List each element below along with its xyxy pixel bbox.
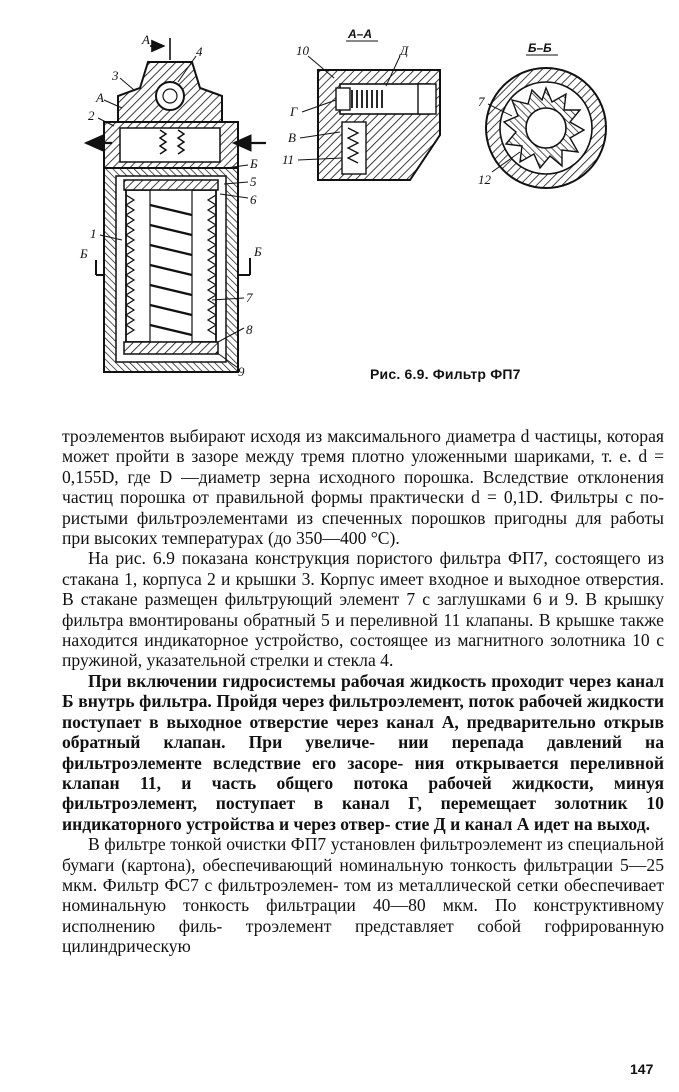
line: стие Д и канал А идет на выход.: [394, 813, 651, 834]
callout-10: 10: [296, 43, 309, 58]
line: элемент 7 с заглушками 6 и 9. В крышку фильтра вмонтированы: [62, 589, 664, 630]
paragraph-2: [62, 548, 664, 670]
body-text: [62, 426, 664, 957]
line: уложенными шариками, т. е. d = 0,155D, где D —диаметр зерна: [62, 446, 664, 487]
line: нии перепада давлений на фильтроэлементе вследствие его засоре-: [62, 732, 664, 773]
callout-3: 3: [112, 68, 119, 83]
callout-v: В: [288, 130, 296, 145]
paragraph-1: [62, 426, 664, 548]
line: ристыми фильтроэлементами из спеченных порошков пригодны: [62, 507, 576, 528]
callout-2: 2: [88, 108, 95, 123]
line: входное и выходное отверстия. В стакане размещен фильтрующий: [62, 568, 664, 610]
line: канал А, предварительно открыв обратный клапан. При увеличе-: [62, 711, 664, 753]
callout-b-left: Б: [80, 246, 88, 261]
paragraph-3: [62, 671, 664, 834]
callout-8: 8: [246, 322, 253, 337]
callout-a-side: А: [96, 90, 104, 105]
paragraph-4: [62, 834, 664, 956]
line: При включении гидросистемы рабочая жидкость проходит: [88, 670, 569, 691]
figure-caption: Рис. 6.9. Фильтр ФП7: [370, 366, 521, 382]
line: тонкость фильтрации 5—25 мкм. Фильтр ФС7 с фильтроэлемен-: [62, 854, 664, 895]
callout-d: Д: [400, 43, 409, 58]
line: ния открывается переливной клапан 11, и часть общего потока: [62, 752, 665, 793]
figure-6-9: [0, 0, 679, 420]
line: с пружиной, указательной стрелки и стекла 4.: [62, 630, 664, 671]
main-section-view: [86, 38, 266, 372]
callout-1: 1: [90, 226, 97, 241]
line: обратный 5 и переливной 11 клапаны. В крышке также находится: [62, 609, 664, 651]
callout-12: 12: [478, 172, 491, 187]
section-bb-title: Б–Б: [528, 41, 552, 55]
line: троэлемент представляет собой гофрированную цилиндрическую: [62, 915, 664, 957]
section-aa-view: [282, 27, 440, 180]
callout-11: 11: [282, 152, 295, 167]
callout-b-right: Б: [250, 156, 258, 171]
line: троэлементов выбирают исходя из максимального диаметра d: [62, 426, 535, 446]
line: рабочей жидкости, минуя фильтроэлемент, поступает в канал Г,: [62, 772, 664, 814]
line: индикаторное устройство, состоящее из магнитного золотника 10: [144, 630, 657, 651]
callout-4: 4: [196, 44, 203, 59]
line: перемещает золотник 10 индикаторного устройства и через отвер-: [62, 793, 664, 834]
section-aa-title: А–А: [348, 27, 373, 41]
line: частицы, которая может пройти в зазоре между тремя плотно: [62, 426, 664, 467]
callout-g: Г: [290, 104, 298, 119]
page-number: 147: [630, 1061, 654, 1077]
line: от правильной формы практически d = 0,1D. Фильтры с по-: [192, 487, 665, 508]
line: В фильтре тонкой очистки ФП7 установлен фильтроэлемент: [88, 834, 547, 855]
line: состоящего из стакана 1, корпуса 2 и крышки 3. Корпус имеет: [62, 548, 664, 589]
line: исходного порошка. Вследствие отклонения частиц порошка: [62, 466, 665, 508]
line: через канал Б внутрь фильтра. Пройдя через фильтроэлемент,: [62, 670, 665, 712]
callout-a-top: А: [142, 32, 150, 47]
callout-7-bb: 7: [478, 94, 485, 109]
line: из специальной бумаги (картона), обеспечивающий номинальную: [62, 834, 665, 875]
line: поток рабочей жидкости поступает в выходное отверстие через: [62, 691, 664, 732]
line: фильтрации 40—80 мкм. По конструктивному исполнению филь-: [62, 895, 664, 936]
callout-7: 7: [246, 290, 253, 305]
filter-drawing: [0, 0, 679, 420]
callout-5: 5: [250, 174, 257, 189]
line: для работы при высоких температурах (до 350—400 °C).: [62, 507, 664, 549]
section-bb-view: [478, 41, 606, 188]
callout-9: 9: [238, 364, 245, 379]
line: На рис. 6.9 показана конструкция пористого фильтра ФП7,: [88, 548, 555, 569]
callout-6: 6: [250, 192, 257, 207]
callout-b-cut: Б: [254, 244, 262, 259]
line: том из металлической сетки обеспечивает номинальную тонкость: [62, 874, 665, 916]
